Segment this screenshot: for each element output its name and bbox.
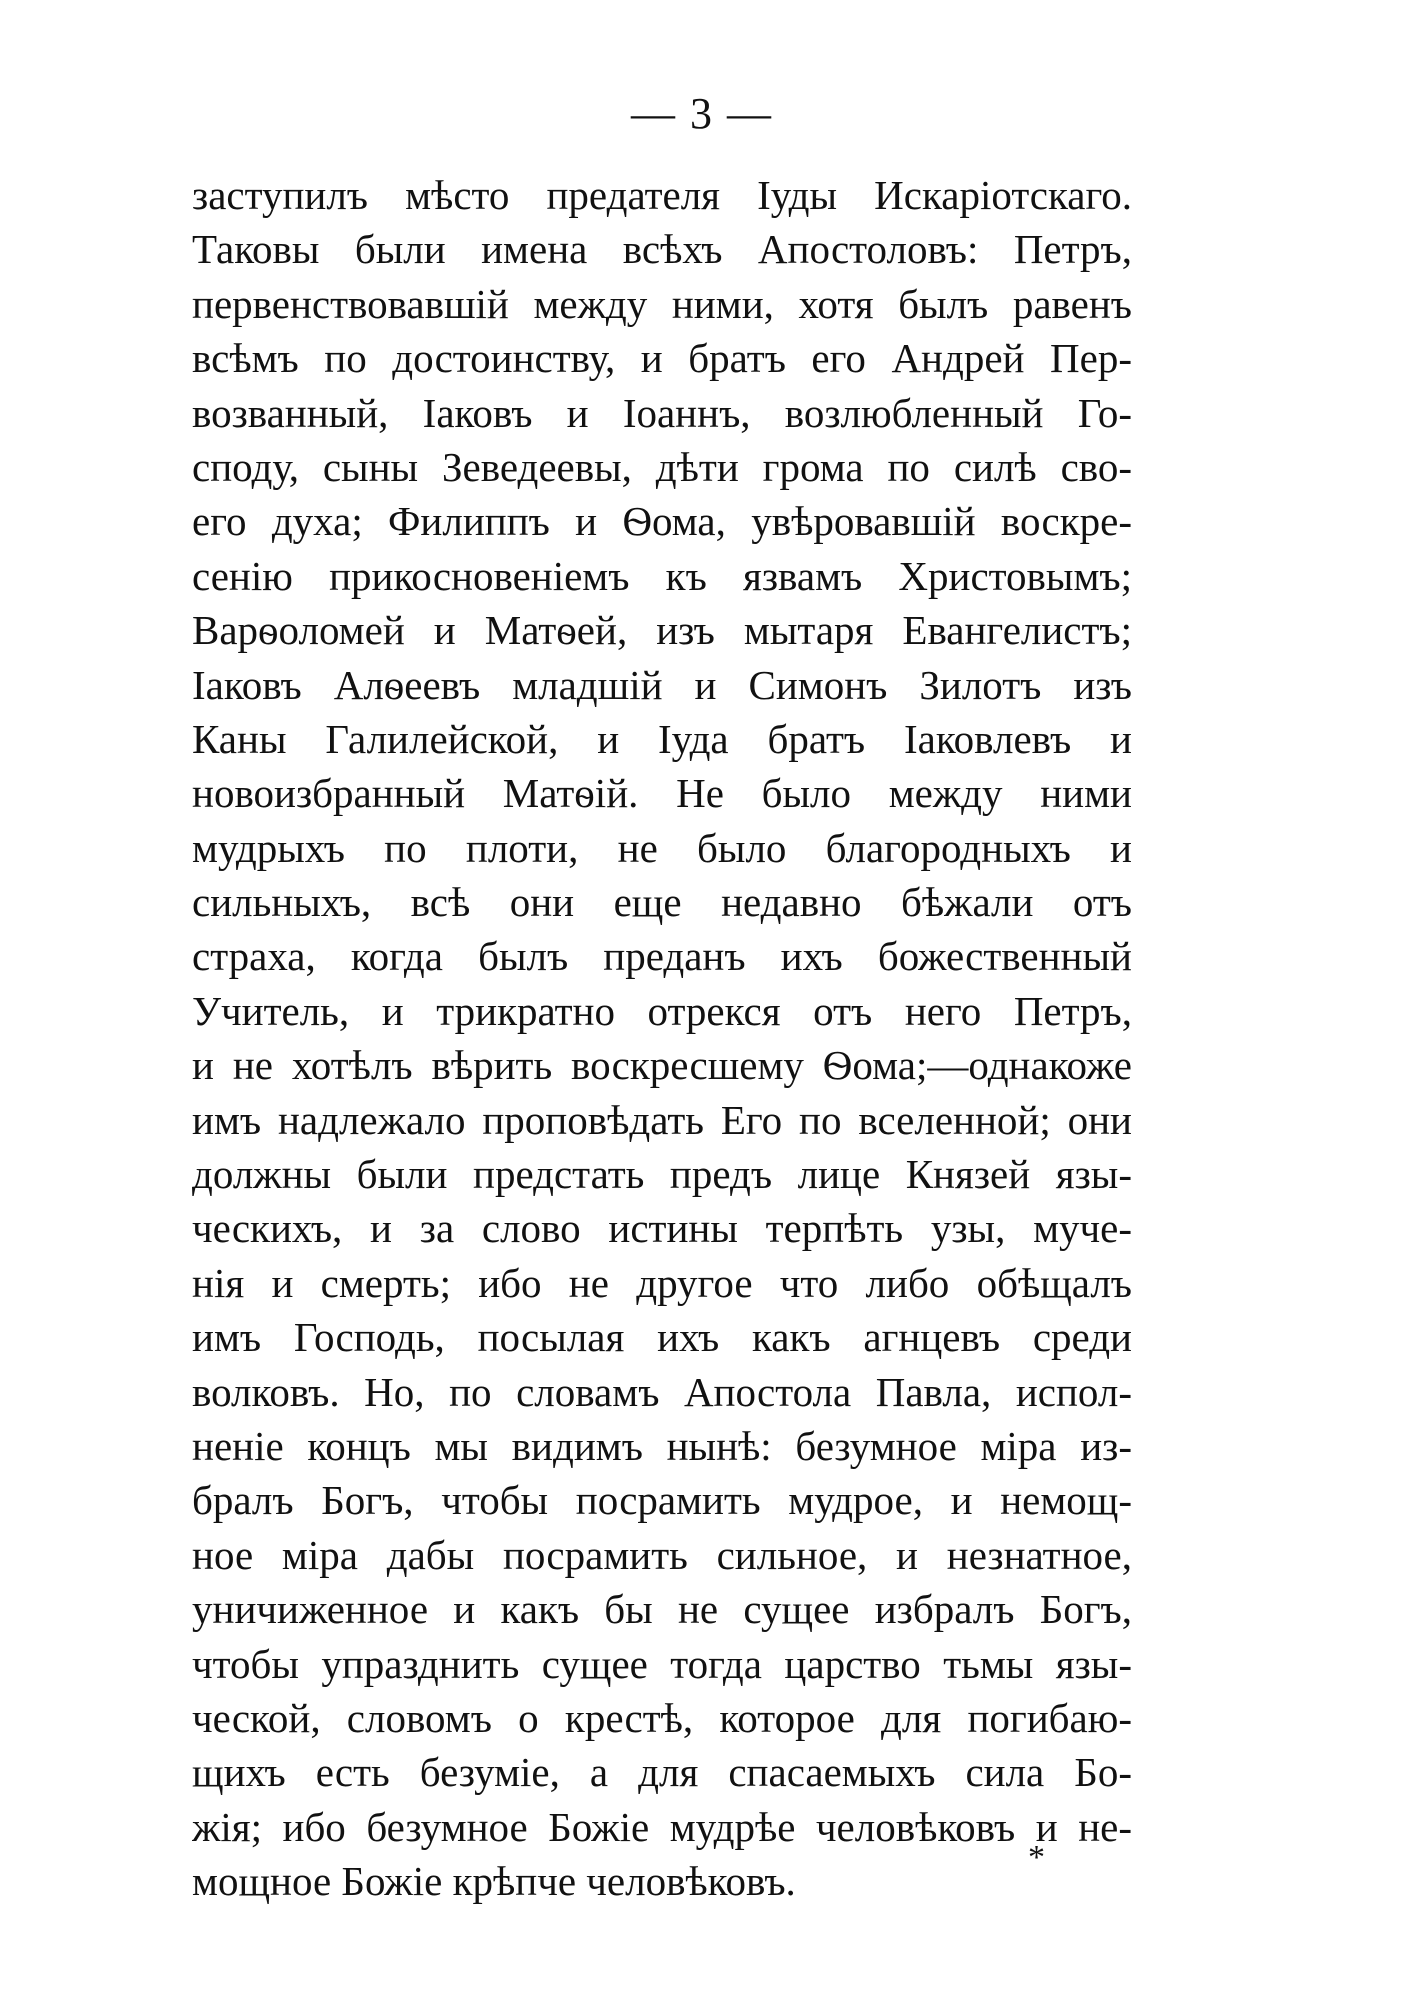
text-line-16: Учитель, и трикратно отрекся отъ него Петръ, [192,987,1132,1034]
text-line-26: ное міра дабы посрамить сильное, и незнатное, [192,1531,1132,1578]
text-line-17: и не хотѣлъ вѣрить воскресшему Ѳома;—однакоже [192,1042,1132,1089]
text-line-11: Каны Галилейской, и Іуда братъ Іаковлевъ и [192,715,1132,762]
text-line-28: чтобы упразднить сущее тогда царство тьмы язы- [192,1640,1132,1687]
text-line-24: неніе концъ мы видимъ нынѣ: безумное міра из- [192,1422,1132,1469]
signature-mark: * [1028,1839,1045,1876]
text-line-27: уничиженное и какъ бы не сущее избралъ Богъ, [192,1586,1132,1633]
page-number: — 3 — [631,89,773,138]
text-line-8: сенію прикосновеніемъ къ язвамъ Христовымъ; [192,552,1132,599]
text-line-22: имъ Господь, посылая ихъ какъ агнцевъ среди [192,1314,1132,1361]
text-line-30: щихъ есть безуміе, а для спасаемыхъ сила Бо- [192,1749,1132,1796]
text-line-31: жія; ибо безумное Божіе мудрѣе человѣковъ и не- [192,1803,1132,1850]
text-line-1: заступилъ мѣсто предателя Іуды Искаріотскаго. [192,172,1132,218]
text-line-12: новоизбранный Матѳій. Не было между ними [192,770,1132,817]
text-line-20: ческихъ, и за слово истины терпѣть узы, муче- [192,1205,1132,1252]
text-line-15: страха, когда былъ преданъ ихъ божественный [192,933,1132,980]
text-line-2: Таковы были имена всѣхъ Апостоловъ: Петръ, [192,226,1132,273]
text-line-3: первенствовавшій между ними, хотя былъ равенъ [192,280,1132,327]
text-line-9: Варѳоломей и Матѳей, изъ мытаря Евангелистъ; [192,607,1132,654]
text-line-18: имъ надлежало проповѣдать Его по вселенной; они [192,1096,1132,1143]
text-line-32: мощное Божіе крѣпче человѣковъ. [192,1858,796,1905]
body-text [192,168,1132,1909]
text-line-21: нія и смерть; ибо не другое что либо обѣщалъ [192,1259,1132,1306]
text-line-7: его духа; Филиппъ и Ѳома, увѣровавшій воскре- [192,498,1132,545]
text-line-19: должны были предстать предъ лице Князей язы- [192,1151,1132,1198]
text-line-25: бралъ Богъ, чтобы посрамить мудрое, и немощ- [192,1477,1132,1524]
text-line-29: ческой, словомъ о крестѣ, которое для погибаю- [192,1694,1132,1741]
text-line-5: возванный, Іаковъ и Іоаннъ, возлюбленный Го- [192,389,1132,436]
text-line-14: сильныхъ, всѣ они еще недавно бѣжали отъ [192,879,1132,926]
text-line-4: всѣмъ по достоинству, и братъ его Андрей Пер- [192,335,1132,382]
text-line-6: споду, сыны Зеведеевы, дѣти грома по силѣ сво- [192,443,1132,490]
text-line-10: Іаковъ Алѳеевъ младшій и Симонъ Зилотъ изъ [192,661,1132,708]
text-line-23: волковъ. Но, по словамъ Апостола Павла, испол- [192,1368,1132,1415]
text-line-13: мудрыхъ по плоти, не было благородныхъ и [192,824,1132,871]
